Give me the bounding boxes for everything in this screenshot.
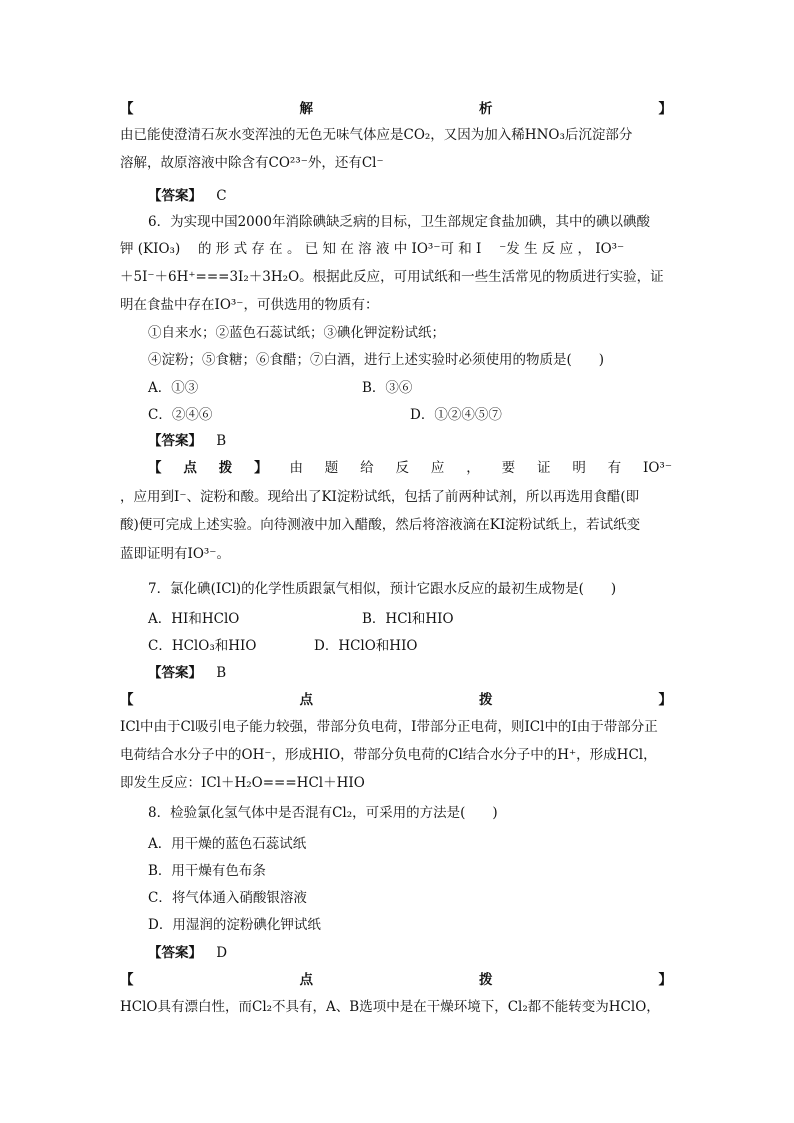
q8-hint-line-1: HClO具有漂白性，而Cl₂不具有，A、B选项中是在干燥环境下，Cl₂都不能转变为HClO，	[120, 999, 660, 1015]
q6-question-line-1: 6．为实现中国2000年消除碘缺乏病的目标，卫生部规定食盐加碘，其中的碘以碘酸	[148, 214, 650, 230]
header-char: 点	[183, 460, 197, 476]
q8-option-d: D．用湿润的淀粉碘化钾试纸	[148, 917, 321, 933]
q6-hint-line-3: 蓝即证明有IO³⁻。	[120, 546, 230, 562]
answer-label: 【答案】	[148, 188, 202, 204]
bracket-close: 】	[254, 460, 268, 476]
hint-char: 证	[536, 460, 551, 476]
q8-option-a: A．用干燥的蓝色石蕊试纸	[148, 836, 307, 852]
header-char: 解	[299, 101, 313, 117]
hint-char: 要	[501, 460, 516, 476]
answer-label: 【答案】	[148, 665, 202, 681]
q6-hint-line-1: ，应用到I⁻、淀粉和酸。现给出了KI淀粉试纸，包括了前两种试剂，所以再选用食醋(即	[120, 489, 640, 505]
q8-answer	[148, 944, 700, 962]
q8-option-b: B．用干燥有色布条	[148, 863, 266, 879]
q5-analysis-line-1: 由已能使澄清石灰水变浑浊的无色无味气体应是CO₂，又因为加入稀HNO₃后沉淀部分	[120, 127, 633, 143]
answer-value: C	[216, 188, 227, 204]
q6-question-line-3: ＋5I⁻＋6H⁺===3I₂＋3H₂O。根据此反应，可用试纸和一些生活常见的物质进行实验，证	[120, 269, 664, 285]
header-char: 拨	[479, 972, 493, 988]
q5-analysis-header	[120, 100, 672, 118]
q7-hint-line-2: 电荷结合水分子中的OH⁻，形成HIO，带部分负电荷的Cl结合水分子中的H⁺，形成HCl，	[120, 747, 657, 763]
option-c: C．②④⑥	[148, 407, 213, 423]
q5-analysis-line-2: 溶解，故原溶液中除含有CO²³⁻外，还有Cl⁻	[120, 155, 384, 171]
q6-question-line-4: 明在食盐中存在IO³⁻，可供选用的物质有：	[120, 297, 379, 313]
q6-material-line-1: ①自来水；②蓝色石蕊试纸；③碘化钾淀粉试纸；	[148, 325, 445, 341]
answer-value: B	[216, 433, 227, 449]
bracket-open: 【	[120, 101, 134, 117]
q7-hint-header	[120, 691, 672, 709]
option-d: D．①②④⑤⑦	[410, 407, 502, 423]
option-b: B．HCl和HIO	[362, 611, 454, 627]
q7-hint-line-3: 即发生反应：ICl＋H₂O===HCl＋HIO	[120, 775, 365, 791]
header-char: 拨	[479, 692, 493, 708]
header-char: 点	[299, 692, 313, 708]
bracket-open: 【	[148, 460, 162, 476]
hint-char: ，	[466, 460, 480, 476]
q6-hint-header	[148, 459, 672, 477]
q7-hint-line-1: ICl中由于Cl吸引电子能力较强，带部分负电荷，I带部分正电荷，则ICl中的I由于带部分正	[120, 719, 658, 735]
hint-char: 应	[430, 460, 445, 476]
q6-question-line-2: 钾 (KIO₃) 的 形 式 存 在 。 已 知 在 溶 液 中 IO³⁻可 和 I ⁻发 生 反 应 ， IO³⁻	[120, 241, 625, 257]
bracket-open: 【	[120, 692, 134, 708]
bracket-close: 】	[658, 101, 672, 117]
q6-hint-line-2: 酸)便可完成上述实验。向待测液中加入醋酸，然后将溶液滴在KI淀粉试纸上，若试纸变	[120, 517, 641, 533]
header-char: 析	[479, 101, 493, 117]
option-d: D．HClO和HIO	[314, 638, 418, 654]
bracket-close: 】	[658, 692, 672, 708]
q8-question: 8．检验氯化氢气体中是否混有Cl₂，可采用的方法是( )	[148, 805, 498, 821]
q5-answer	[148, 187, 700, 205]
q7-question: 7．氯化碘(ICl)的化学性质跟氯气相似，预计它跟水反应的最初生成物是( )	[148, 581, 617, 597]
header-char: 点	[299, 972, 313, 988]
hint-char: 由	[289, 460, 303, 476]
hint-char: 有	[607, 460, 622, 476]
q6-answer	[148, 432, 700, 450]
answer-label: 【答案】	[148, 945, 202, 961]
option-a: A．HI和HClO	[148, 611, 240, 627]
q6-options-row-1	[148, 379, 700, 397]
header-char: 拨	[218, 460, 233, 476]
hint-char: 题	[324, 460, 339, 476]
answer-label: 【答案】	[148, 433, 202, 449]
bracket-open: 【	[120, 972, 134, 988]
q7-answer	[148, 664, 700, 682]
hint-char: 明	[572, 460, 586, 476]
q6-material-line-2: ④淀粉；⑤食糖；⑥食醋；⑦白酒，进行上述实验时必须使用的物质是( )	[148, 352, 605, 368]
q8-hint-header	[120, 971, 672, 989]
option-b: B．③⑥	[362, 380, 413, 396]
option-c: C．HClO₃和HIO	[148, 638, 257, 654]
hint-char: 反	[395, 460, 410, 476]
q7-options-row-2	[148, 637, 700, 655]
bracket-close: 】	[658, 972, 672, 988]
hint-char: 给	[360, 460, 374, 476]
answer-value: D	[216, 945, 228, 961]
q7-options-row-1	[148, 610, 700, 628]
q6-options-row-2	[148, 406, 700, 424]
answer-value: B	[216, 665, 227, 681]
hint-char: IO³⁻	[643, 460, 672, 476]
q8-option-c: C．将气体通入硝酸银溶液	[148, 890, 307, 906]
option-a: A．①③	[148, 380, 199, 396]
